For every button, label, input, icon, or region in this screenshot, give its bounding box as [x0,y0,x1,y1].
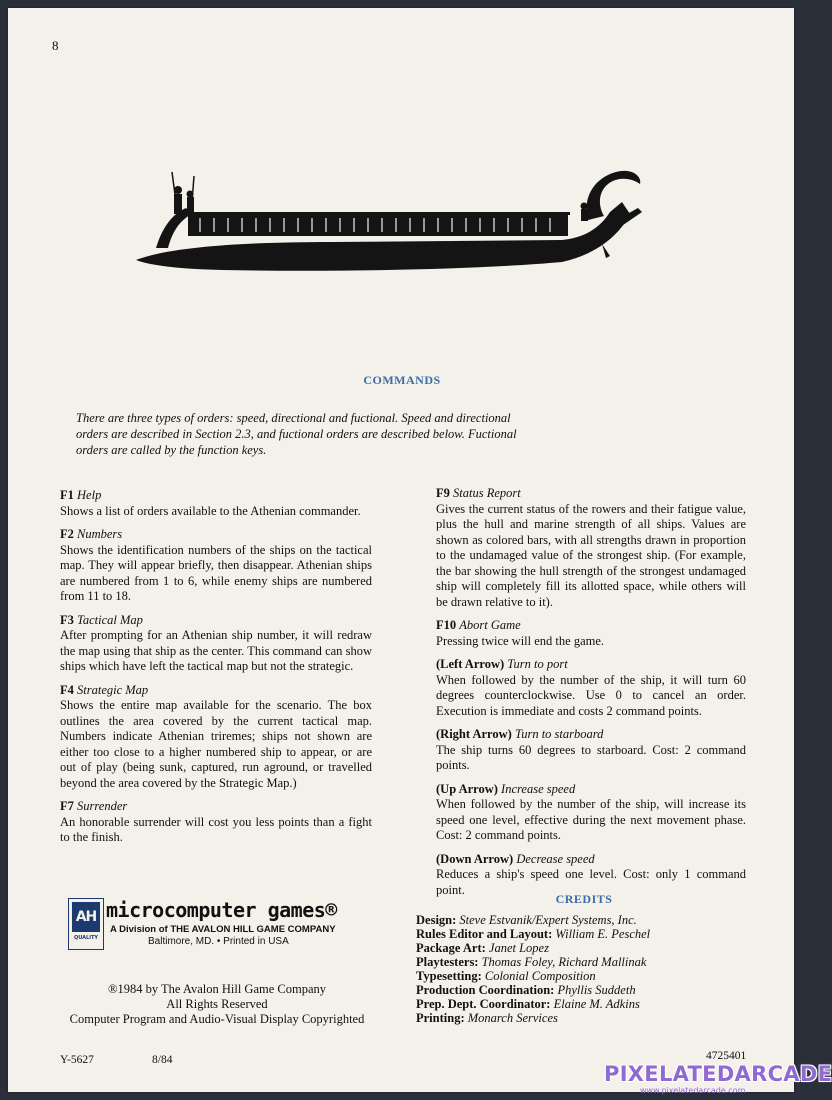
credit-row: Typesetting: Colonial Composition [416,969,596,983]
avalon-hill-logo [68,898,368,950]
logo-division: A Division of THE AVALON HILL GAME COMPANY [110,924,336,935]
credit-row: Package Art: Janet Lopez [416,941,549,955]
logo-location: Baltimore, MD. • Printed in USA [148,936,289,947]
command-f1: F1 Help Shows a list of orders available to the Athenian commander. [60,488,361,518]
command-f3: F3 Tactical Map After prompting for an Athenian ship number, it will redraw the map using that ship as the center. This command can show ships which have left the tactical map but not the strategic. [60,612,372,673]
commands-left-column [60,488,372,854]
copyright-block: ®1984 by The Avalon Hill Game Company All Rights Reserved Computer Program and Audio-Visual Display Copyrighted [69,982,365,1026]
command-down-arrow: (Down Arrow) Decrease speed Reduces a ship's speed one level. Cost: only 1 command point. [436,851,746,897]
command-f9: F9 Status Report Gives the current status of the rowers and their fatigue value, plus the hull and marine strength of all ships. Values are shown as colored bars, with all strengths drawn in proportion to the undamaged value of the strongest ship. (For example, the bar showing the hull strength of the strongest undamaged ship will completely fill its allotted space, while others will be drawn relative to it). [436,486,746,609]
footer-code: Y-5627 [60,1054,94,1066]
credits-list [416,913,756,1025]
credit-row: Prep. Dept. Coordinator: Elaine M. Adkins [416,997,640,1011]
credit-row: Production Coordination: Phyllis Suddeth [416,983,636,997]
commands-right-column [436,486,746,906]
command-f4: F4 Strategic Map Shows the entire map available for the scenario. The box outlines the area covered by the current tactical map. Numbers indicate Athenian triremes; ships not shown are either too close to a higher numbered ship to appear, or are out of play (being sunk, captured, run aground, or travelled beyond the area covered by the Strategic Map.) [60,682,372,790]
credit-row: Rules Editor and Layout: William E. Peschel [416,927,651,941]
ah-quality-badge: AH QUALITY [68,898,104,950]
page-number: 8 [52,38,59,53]
trireme-ship-illustration [132,162,644,282]
commands-intro: There are three types of orders: speed, directional and fuctional. Speed and directional orders are described in Section 2.3, and fuctional orders are described below. Fuctional orders are called by the function keys. [76,411,517,457]
footer-date: 8/84 [152,1054,173,1066]
command-left-arrow: (Left Arrow) Turn to port When followed by the number of the ship, it will turn 60 degrees counterclockwise. Use 0 to cancel an order. Execution is immediate and costs 2 command points. [436,657,746,718]
credit-row: Playtesters: Thomas Foley, Richard Mallinak [416,955,647,969]
credit-row: Design: Steve Estvanik/Expert Systems, Inc. [416,913,637,927]
footer-number: 4725401 [706,1050,747,1062]
command-right-arrow: (Right Arrow) Turn to starboard The ship turns 60 degrees to starboard. Cost: 2 command points. [436,727,746,772]
credits-heading: CREDITS [555,892,613,906]
command-f10: F10 Abort Game Pressing twice will end the game. [436,618,605,648]
command-f2: F2 Numbers Shows the identification numbers of the ships on the tactical map. They will appear briefly, then disappear. Athenian ships are numbered from 1 to 6, while enemy ships are numbered from 11 to 18. [60,527,372,603]
command-up-arrow: (Up Arrow) Increase speed When followed by the number of the ship, will increase its speed one level, effective during the next movement phase. Cost: 2 command points. [436,781,746,842]
credit-row: Printing: Monarch Services [416,1011,558,1025]
logo-wordmark: microcomputer games® [106,898,337,922]
watermark-logo: PIXELATEDARCADE [604,1062,832,1086]
command-f7: F7 Surrender An honorable surrender will cost you less points than a fight to the finish. [60,799,372,844]
watermark-url: www.pixelatedarcade.com [640,1086,746,1095]
commands-heading: COMMANDS [363,373,441,387]
